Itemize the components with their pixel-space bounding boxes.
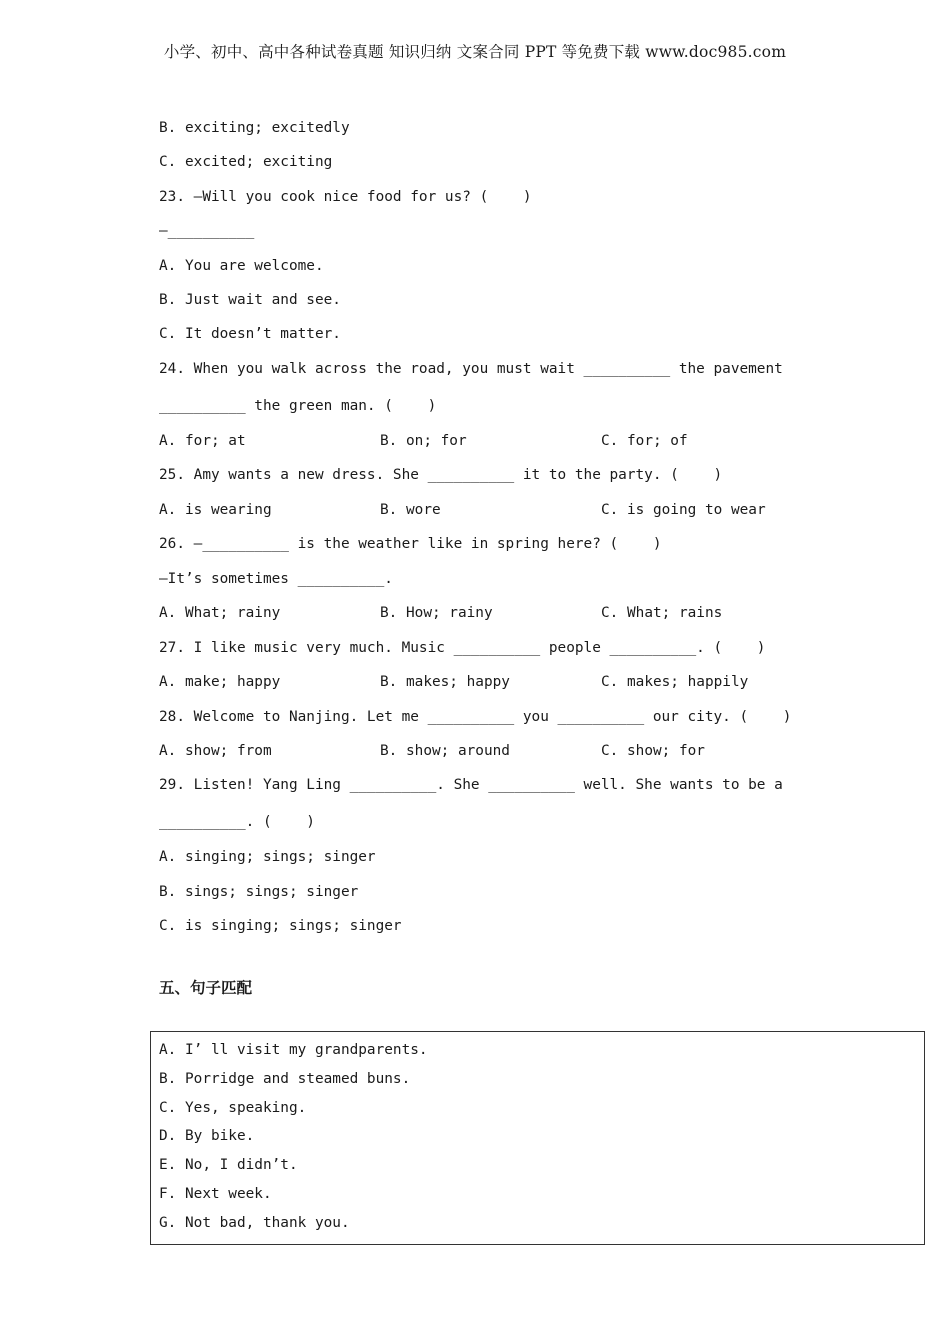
question-29-option-a: A. singing; sings; singer [159, 849, 376, 865]
question-25-option-b: B. wore [380, 502, 441, 518]
section-title: 五、句子匹配 [159, 979, 253, 997]
question-25-option-a: A. is wearing [159, 502, 272, 518]
question-23-option-a: A. You are welcome. [159, 258, 324, 274]
question-27-option-a: A. make; happy [159, 674, 281, 690]
question-25-option-c: C. is going to wear [601, 502, 766, 518]
match-option-c: C. Yes, speaking. [159, 1100, 307, 1116]
question-22-option-c: C. excited; exciting [159, 154, 333, 170]
question-26-option-b: B. How; rainy [380, 605, 493, 621]
question-23-option-c: C. It doesn’t matter. [159, 326, 341, 342]
question-28-option-a: A. show; from [159, 743, 272, 759]
question-26: 26. —__________ is the weather like in spring here? ( ) [159, 536, 662, 552]
sentence-match-box [150, 1031, 925, 1245]
question-24-line-2: __________ the green man. ( ) [159, 398, 437, 414]
match-option-g: G. Not bad, thank you. [159, 1215, 350, 1231]
question-26-option-a: A. What; rainy [159, 605, 281, 621]
question-25: 25. Amy wants a new dress. She __________ it to the party. ( ) [159, 467, 723, 483]
question-23-answer-blank: —__________ [159, 223, 255, 239]
question-29-line-1: 29. Listen! Yang Ling __________. She __________ well. She wants to be a [159, 777, 783, 793]
question-29-option-c: C. is singing; sings; singer [159, 918, 402, 934]
question-29-line-2: __________. ( ) [159, 814, 315, 830]
question-22-option-b: B. exciting; excitedly [159, 120, 350, 136]
match-option-d: D. By bike. [159, 1128, 255, 1144]
question-28-option-c: C. show; for [601, 743, 705, 759]
question-27-option-b: B. makes; happy [380, 674, 510, 690]
match-option-b: B. Porridge and steamed buns. [159, 1071, 411, 1087]
question-24-option-c: C. for; of [601, 433, 688, 449]
question-27-option-c: C. makes; happily [601, 674, 749, 690]
question-23: 23. —Will you cook nice food for us? ( ) [159, 189, 532, 205]
match-option-a: A. I’ ll visit my grandparents. [159, 1042, 428, 1058]
question-28: 28. Welcome to Nanjing. Let me __________ you __________ our city. ( ) [159, 709, 792, 725]
question-26-answer: —It’s sometimes __________. [159, 571, 393, 587]
question-24-line-1: 24. When you walk across the road, you must wait __________ the pavement [159, 361, 783, 377]
question-26-option-c: C. What; rains [601, 605, 723, 621]
question-28-option-b: B. show; around [380, 743, 510, 759]
question-29-option-b: B. sings; sings; singer [159, 884, 359, 900]
match-option-f: F. Next week. [159, 1186, 272, 1202]
page-header: 小学、初中、高中各种试卷真题 知识归纳 文案合同 PPT 等免费下载 www.doc985.com [163, 43, 787, 61]
question-24-option-a: A. for; at [159, 433, 246, 449]
question-27: 27. I like music very much. Music __________ people __________. ( ) [159, 640, 766, 656]
question-23-option-b: B. Just wait and see. [159, 292, 341, 308]
question-24-option-b: B. on; for [380, 433, 467, 449]
match-option-e: E. No, I didn’t. [159, 1157, 298, 1173]
